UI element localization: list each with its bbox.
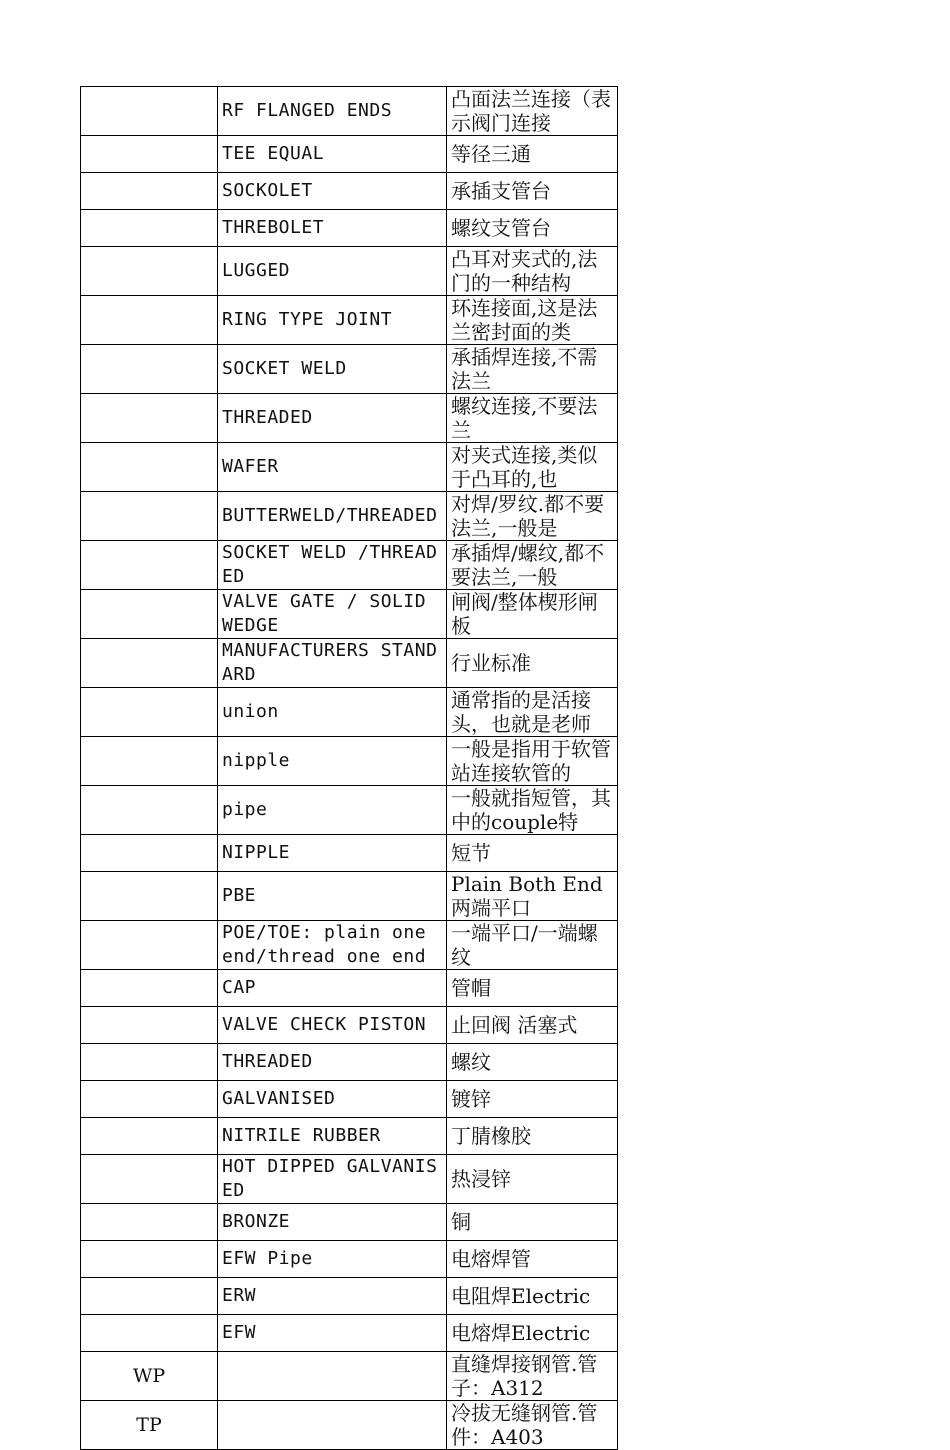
english-term-cell-text: RF FLANGED ENDS [222,100,393,121]
english-term-cell-text: CAP [222,977,257,998]
english-term-cell-text: WAFER [222,456,279,477]
table-row [81,492,618,541]
chinese-term-cell-text: 镀锌 [451,1087,491,1111]
english-term-cell-text: VALVE CHECK PISTON [222,1014,427,1035]
table-row [81,1278,618,1315]
english-term-cell-text: SOCKOLET [222,180,313,201]
chinese-term-cell [447,1204,618,1241]
chinese-term-cell-text: 丁腈橡胶 [451,1124,531,1148]
code-cell [81,1044,218,1081]
english-term-cell-text: NIPPLE [222,842,291,863]
english-term-cell [218,1081,447,1118]
code-cell [81,639,218,688]
english-term-cell [218,1118,447,1155]
chinese-term-cell [447,688,618,737]
chinese-term-cell [447,1118,618,1155]
english-term-cell [218,786,447,835]
code-cell [81,921,218,970]
english-term-cell [218,970,447,1007]
english-term-cell [218,1204,447,1241]
code-cell [81,541,218,590]
english-term-cell [218,173,447,210]
chinese-term-cell-text: 铜 [451,1210,471,1234]
code-cell [81,1315,218,1352]
english-term-cell [218,872,447,921]
chinese-term-cell-text: 一般是指用于软管站连接软管的 [451,737,611,785]
code-cell [81,247,218,296]
chinese-term-cell-text: 螺纹连接,不要法兰 [451,394,598,442]
english-term-cell-text: THREBOLET [222,217,325,238]
chinese-term-cell [447,970,618,1007]
chinese-term-cell [447,872,618,921]
code-cell [81,1118,218,1155]
chinese-term-cell-text: 对夹式连接,类似于凸耳的,也 [451,443,598,491]
glossary-table-body [81,87,618,1450]
chinese-term-cell-text: 环连接面,这是法兰密封面的类 [451,296,598,344]
chinese-term-cell-text: 承插焊连接,不需法兰 [451,345,598,393]
english-term-cell [218,394,447,443]
table-row [81,1315,618,1352]
chinese-term-cell [447,835,618,872]
english-term-cell-text: NITRILE RUBBER [222,1125,381,1146]
english-term-cell [218,87,447,136]
english-term-cell-text: nipple [222,750,291,771]
table-row [81,970,618,1007]
code-cell [81,1241,218,1278]
chinese-term-cell-text: 热浸锌 [451,1167,511,1191]
table-row [81,639,618,688]
table-row [81,872,618,921]
english-term-cell-text: THREADED [222,1051,313,1072]
code-cell [81,688,218,737]
english-term-cell-text: LUGGED [222,260,291,281]
chinese-term-cell-text: 承插支管台 [451,179,551,203]
chinese-term-cell-text: 凸耳对夹式的,法门的一种结构 [451,247,598,295]
chinese-term-cell-text: 承插焊/螺纹,都不要法兰,一般 [451,541,605,589]
chinese-term-cell-text: 行业标准 [451,651,531,675]
chinese-term-cell-text: 螺纹支管台 [451,216,551,240]
code-cell [81,492,218,541]
chinese-term-cell [447,1278,618,1315]
table-row [81,1081,618,1118]
chinese-term-cell [447,786,618,835]
table-row [81,1401,618,1450]
chinese-term-cell-text: Plain Both End两端平口 [451,872,603,920]
chinese-term-cell [447,1081,618,1118]
chinese-term-cell-text: 一般就指短管，其中的couple特 [451,786,611,834]
english-term-cell-text: THREADED [222,407,313,428]
table-row [81,247,618,296]
chinese-term-cell [447,136,618,173]
english-term-cell [218,1352,447,1401]
table-row [81,1118,618,1155]
english-term-cell-text: BRONZE [222,1211,291,1232]
chinese-term-cell-text: 等径三通 [451,142,531,166]
english-term-cell [218,1278,447,1315]
english-term-cell-text: EFW [222,1322,257,1343]
table-row [81,394,618,443]
chinese-term-cell-text: 冷拔无缝钢管.管件：A403 [451,1401,598,1449]
table-row [81,210,618,247]
table-row [81,173,618,210]
table-row [81,296,618,345]
code-cell [81,210,218,247]
code-cell [81,443,218,492]
table-row [81,541,618,590]
chinese-term-cell [447,639,618,688]
table-row [81,1241,618,1278]
english-term-cell [218,590,447,639]
table-row [81,87,618,136]
code-cell [81,1401,218,1450]
english-term-cell [218,210,447,247]
chinese-term-cell [447,492,618,541]
table-row [81,786,618,835]
code-cell [81,345,218,394]
code-cell [81,1081,218,1118]
code-cell [81,590,218,639]
chinese-term-cell [447,921,618,970]
code-cell-text: WP [132,1365,166,1387]
english-term-cell [218,835,447,872]
chinese-term-cell-text: 电熔焊Electric [451,1321,591,1345]
english-term-cell-text: ERW [222,1285,257,1306]
table-row [81,921,618,970]
english-term-cell-text: VALVE GATE / SOLID WEDGE [222,591,427,636]
chinese-term-cell [447,87,618,136]
chinese-term-cell-text: 闸阀/整体楔形闸板 [451,590,598,638]
code-cell [81,970,218,1007]
english-term-cell [218,1241,447,1278]
code-cell [81,737,218,786]
table-row [81,1352,618,1401]
chinese-term-cell [447,1315,618,1352]
chinese-term-cell [447,1352,618,1401]
english-term-cell-text: HOT DIPPED GALVANISED [222,1156,438,1201]
table-row [81,136,618,173]
english-term-cell [218,1044,447,1081]
chinese-term-cell [447,173,618,210]
table-row [81,590,618,639]
chinese-term-cell [447,296,618,345]
code-cell [81,296,218,345]
english-term-cell [218,247,447,296]
english-term-cell [218,1315,447,1352]
english-term-cell [218,541,447,590]
english-term-cell [218,136,447,173]
table-row [81,1007,618,1044]
english-term-cell [218,492,447,541]
english-term-cell-text: SOCKET WELD [222,358,347,379]
english-term-cell [218,688,447,737]
chinese-term-cell-text: 短节 [451,841,491,865]
chinese-term-cell [447,541,618,590]
chinese-term-cell-text: 电熔焊管 [451,1247,531,1271]
code-cell [81,835,218,872]
table-row [81,737,618,786]
table-row [81,835,618,872]
chinese-term-cell-text: 电阻焊Electric [451,1284,591,1308]
english-term-cell-text: BUTTERWELD/THREADED [222,505,438,526]
table-row [81,345,618,394]
english-term-cell [218,1007,447,1044]
code-cell [81,872,218,921]
english-term-cell-text: MANUFACTURERS STANDARD [222,640,438,685]
code-cell [81,87,218,136]
table-row [81,1155,618,1204]
code-cell [81,786,218,835]
english-term-cell-text: pipe [222,799,268,820]
table-row [81,1204,618,1241]
english-term-cell-text: union [222,701,279,722]
chinese-term-cell [447,443,618,492]
english-term-cell [218,443,447,492]
chinese-term-cell [447,210,618,247]
english-term-cell-text: PBE [222,885,257,906]
chinese-term-cell-text: 止回阀 活塞式 [451,1013,578,1037]
chinese-term-cell-text: 凸面法兰连接（表示阀门连接 [451,87,611,135]
code-cell [81,1007,218,1044]
code-cell [81,173,218,210]
glossary-table [80,86,618,1450]
chinese-term-cell-text: 一端平口/一端螺纹 [451,921,598,969]
code-cell [81,136,218,173]
chinese-term-cell [447,1401,618,1450]
code-cell [81,1352,218,1401]
english-term-cell [218,296,447,345]
chinese-term-cell [447,247,618,296]
english-term-cell [218,1155,447,1204]
chinese-term-cell [447,590,618,639]
code-cell [81,1278,218,1315]
chinese-term-cell [447,1007,618,1044]
english-term-cell [218,639,447,688]
english-term-cell [218,345,447,394]
chinese-term-cell [447,345,618,394]
english-term-cell [218,737,447,786]
chinese-term-cell-text: 通常指的是活接头，也就是老师 [451,688,591,736]
english-term-cell-text: SOCKET WELD /THREADED [222,542,438,587]
chinese-term-cell-text: 螺纹 [451,1050,491,1074]
table-row [81,688,618,737]
code-cell [81,394,218,443]
chinese-term-cell [447,1155,618,1204]
english-term-cell-text: RING TYPE JOINT [222,309,393,330]
english-term-cell-text: POE/TOE: plain one end/thread one end [222,922,427,967]
code-cell [81,1155,218,1204]
chinese-term-cell [447,1044,618,1081]
chinese-term-cell-text: 管帽 [451,976,491,1000]
table-row [81,443,618,492]
table-row [81,1044,618,1081]
code-cell-text: TP [136,1414,162,1436]
code-cell [81,1204,218,1241]
english-term-cell-text: TEE EQUAL [222,143,325,164]
chinese-term-cell-text: 直缝焊接钢管.管子：A312 [451,1352,598,1400]
english-term-cell [218,1401,447,1450]
english-term-cell-text: GALVANISED [222,1088,336,1109]
chinese-term-cell [447,1241,618,1278]
chinese-term-cell [447,394,618,443]
chinese-term-cell [447,737,618,786]
chinese-term-cell-text: 对焊/罗纹.都不要法兰,一般是 [451,492,605,540]
english-term-cell-text: EFW Pipe [222,1248,313,1269]
english-term-cell [218,921,447,970]
